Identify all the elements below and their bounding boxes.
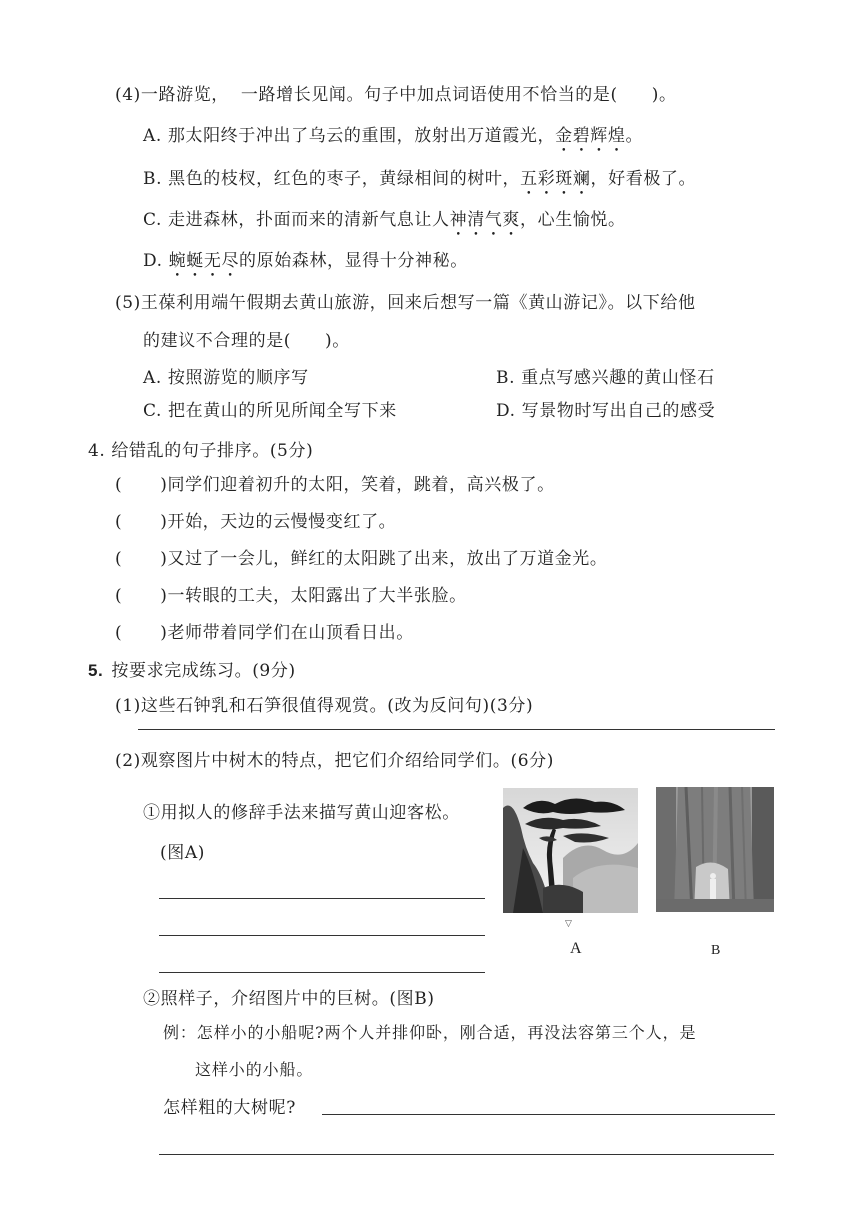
- answer-paren-close: ): [160, 549, 168, 569]
- q4-item-5[interactable]: [115, 622, 414, 644]
- q4-item-text: 一转眼的工夫，太阳露出了大半张脸。: [167, 586, 467, 606]
- q5-part1-line2: (图A): [160, 843, 205, 863]
- option-b-end: ，好看极了。: [590, 169, 697, 189]
- q3-4-number: (4): [115, 85, 141, 105]
- q4-item-text: 老师带着同学们在山顶看日出。: [167, 623, 414, 643]
- answer-paren-close: ): [160, 586, 168, 606]
- q3-5-stem-line1: (5)王葆利用端午假期去黄山旅游，回来后想写一篇《黄山游记》。以下给他: [115, 293, 696, 313]
- image-b-caption: B: [711, 943, 721, 958]
- q4-item-text: 又过了一会儿，鲜红的太阳跳了出来，放出了万道金光。: [167, 549, 608, 569]
- q3-4-stem-part3: )。: [651, 85, 677, 105]
- answer-paren-open: (: [115, 623, 123, 643]
- q4-item-4[interactable]: [115, 585, 467, 607]
- answer-paren-open: (: [115, 549, 123, 569]
- q3-5-stem-line2: [143, 330, 350, 352]
- image-a-caption: A: [570, 940, 582, 957]
- q5-part2: ②照样子，介绍图片中的巨树。(图B): [143, 989, 435, 1009]
- answer-paren-close: ): [160, 512, 168, 532]
- option-c-dotted-word: 神清气爽: [449, 210, 521, 230]
- q3-5-stem-part1: 的建议不合理的是(: [143, 331, 292, 351]
- option-c-text: C. 走进森林，扑面而来的清新气息让人: [143, 210, 450, 230]
- q5-part2-answer-line-2[interactable]: [159, 1154, 774, 1155]
- option-d-dotted-word: 蜿蜒无尽: [168, 251, 240, 271]
- answer-paren-close: ): [160, 623, 168, 643]
- image-b-giant-tree: [656, 787, 774, 912]
- q5-example-line2: 这样小的小船。: [195, 1060, 314, 1079]
- q5-part1-answer-line-3[interactable]: [159, 972, 485, 973]
- q5-prompt: 怎样粗的大树呢?: [163, 1098, 296, 1118]
- q4-item-text: 开始，天边的云慢慢变红了。: [167, 512, 397, 532]
- q5-sub1: (1)这些石钟乳和石笋很值得观赏。(改为反问句)(3分): [115, 696, 534, 716]
- q4-item-text: 同学们迎着初升的太阳，笑着，跳着，高兴极了。: [167, 475, 555, 495]
- giant-tree-illustration: [656, 787, 774, 912]
- option-d-end: 的原始森林，显得十分神秘。: [239, 251, 468, 271]
- q4-item-3[interactable]: [115, 548, 607, 570]
- answer-paren-close: ): [160, 475, 168, 495]
- answer-paren-open: (: [115, 475, 123, 495]
- q3-4-stem-part2: 一路增长见闻。句子中加点词语使用不恰当的是(: [240, 85, 618, 105]
- q3-4-option-a: [143, 125, 643, 156]
- q3-4-option-c: [143, 209, 626, 240]
- q5-example-line1: 例：怎样小的小船呢?两个人并排仰卧，刚合适，再没法容第三个人，是: [163, 1023, 697, 1042]
- q3-5-option-b: B. 重点写感兴趣的黄山怪石: [496, 368, 715, 388]
- q5-part1-line1: ①用拟人的修辞手法来描写黄山迎客松。: [143, 803, 460, 823]
- answer-paren-open: (: [115, 512, 123, 532]
- option-c-end: ，心生愉悦。: [520, 210, 626, 230]
- option-a-dotted-word: 金碧辉煌: [555, 126, 626, 146]
- q5-part1-answer-line-1[interactable]: [159, 898, 485, 899]
- q4-item-1[interactable]: [115, 474, 555, 496]
- q3-5-option-d: D. 写景物时写出自己的感受: [496, 401, 716, 421]
- option-b-text: B. 黑色的枝杈，红色的枣子，黄绿相间的树叶，: [143, 169, 521, 189]
- q3-4-stem: [115, 84, 677, 106]
- option-b-dotted-word: 五彩斑斓: [520, 169, 591, 189]
- option-a-end: 。: [625, 126, 644, 146]
- q3-4-option-b: [143, 168, 696, 199]
- q3-5-option-a: A. 按照游览的顺序写: [143, 368, 309, 388]
- q5-sub2: (2)观察图片中树木的特点，把它们介绍给同学们。(6分): [115, 751, 554, 771]
- q4-title: 4. 给错乱的句子排序。(5分): [88, 441, 314, 461]
- q5-title-text: 按要求完成练习。(9分): [111, 661, 296, 681]
- q3-5-option-c: C. 把在黄山的所见所闻全写下来: [143, 401, 397, 421]
- q3-4-option-d: [143, 250, 468, 281]
- q5-title: [88, 660, 296, 682]
- q3-5-stem-part2: )。: [325, 331, 350, 351]
- q5-part1-answer-line-2[interactable]: [159, 935, 485, 936]
- answer-paren-open: (: [115, 586, 123, 606]
- q5-number: 5.: [88, 661, 104, 680]
- image-a-welcoming-pine: [503, 788, 638, 913]
- option-a-text: A. 那太阳终于冲出了乌云的重围，放射出万道霞光，: [143, 126, 556, 146]
- q5-sub1-answer-line[interactable]: [138, 729, 775, 730]
- image-a-mark: ▽: [565, 918, 572, 928]
- q4-item-2[interactable]: [115, 511, 396, 533]
- q3-4-stem-part1: 一路游览，: [140, 85, 229, 105]
- pine-illustration: [503, 788, 638, 913]
- q5-part2-answer-line-1[interactable]: [322, 1114, 775, 1115]
- option-d-label: D.: [143, 251, 169, 271]
